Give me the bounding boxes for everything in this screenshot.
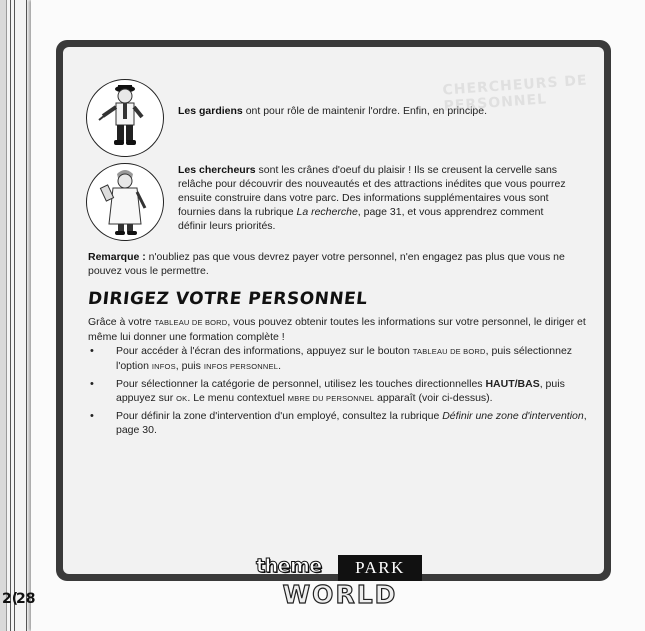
researchers-term: Les chercheurs <box>178 164 256 176</box>
researcher-portrait <box>86 163 164 241</box>
bullet-text: , puis <box>175 360 204 372</box>
list-item <box>88 377 588 406</box>
intro-text: Grâce à votre <box>88 316 155 328</box>
bullet-text: . <box>278 360 281 372</box>
logo-world: WORLD <box>282 580 398 609</box>
guards-description: ont pour rôle de maintenir l'ordre. Enfin, en principe. <box>242 105 488 117</box>
intro-text-end: , vous pouvez obtenir toutes les informations sur votre personnel, le diriger et même lui donner une formation complète ! <box>88 316 586 343</box>
page-edge <box>26 0 27 631</box>
dashboard-term: TABLEAU DE BORD <box>412 347 486 356</box>
remark-label: Remarque : <box>88 251 146 263</box>
up-down-keys: HAUT/BAS <box>485 378 540 390</box>
bullet-text: Pour accéder à l'écran des informations, appuyez sur le bouton <box>116 345 413 357</box>
section-heading: DIRIGEZ VOTRE PERSONNEL <box>86 289 369 309</box>
research-reference: La recherche <box>296 206 358 218</box>
bullet-icon: • <box>90 345 94 357</box>
remark-paragraph <box>88 250 588 278</box>
guard-figure-icon <box>87 80 163 156</box>
bullet-text: Pour sélectionner la catégorie de personnel, utilisez les touches directionnelles <box>116 378 486 390</box>
page-number: 28 <box>16 591 36 607</box>
staff-infos-term: INFOS PERSONNEL <box>203 362 279 371</box>
ok-key: OK <box>176 394 188 403</box>
remark-text: n'oubliez pas que vous devrez payer votre personnel, n'en engagez pas plus que vous ne pouvez vous le permettre. <box>88 251 565 277</box>
bullet-text: . Le menu contextuel <box>187 392 288 404</box>
bullet-text: , puis sélectionnez l'option <box>116 345 573 372</box>
researchers-description: sont les crânes d'oeuf du plaisir ! Ils se creusent la cervelle sans relâche pour découvrir des nouveautés et des attractions inédites que vous pourrez ensuite construire dans votre parc. Des informations supplémentaires vous sont fournies dans la rubrique <box>178 164 566 218</box>
guards-paragraph <box>178 104 578 118</box>
watermark-text: CHERCHEURS DE PERSONNEL <box>442 72 589 115</box>
instruction-list <box>88 344 588 440</box>
bullet-icon: • <box>90 378 94 390</box>
bullet-icon: • <box>90 410 94 422</box>
staff-member-menu-term: MBRE DU PERSONNEL <box>287 394 375 403</box>
logo-park: PARK <box>338 555 422 581</box>
bullet-text: , page 30. <box>116 410 587 436</box>
list-item <box>88 409 588 437</box>
page-edge <box>10 0 11 631</box>
researchers-description-end: , page 31, et vous apprendrez comment définir leurs priorités. <box>178 206 544 232</box>
theme-park-world-logo <box>256 555 424 613</box>
researchers-paragraph <box>178 163 570 233</box>
logo-theme: theme <box>256 555 322 577</box>
list-item <box>88 344 588 374</box>
bullet-text: apparaît (voir ci-dessus). <box>374 392 493 404</box>
infos-term: INFOS <box>151 362 176 371</box>
dashboard-term: TABLEAU DE BORD <box>154 318 228 327</box>
section-intro <box>88 315 588 344</box>
researcher-figure-icon <box>87 164 163 240</box>
bullet-text: , puis appuyez sur <box>116 378 565 404</box>
guards-term: Les gardiens <box>178 105 243 117</box>
zone-reference: Définir une zone d'intervention <box>442 410 584 422</box>
guard-portrait <box>86 79 164 157</box>
back-page-number: 2( <box>2 591 19 607</box>
page-edge <box>14 0 15 631</box>
bullet-text: Pour définir la zone d'intervention d'un employé, consultez la rubrique <box>116 410 443 422</box>
